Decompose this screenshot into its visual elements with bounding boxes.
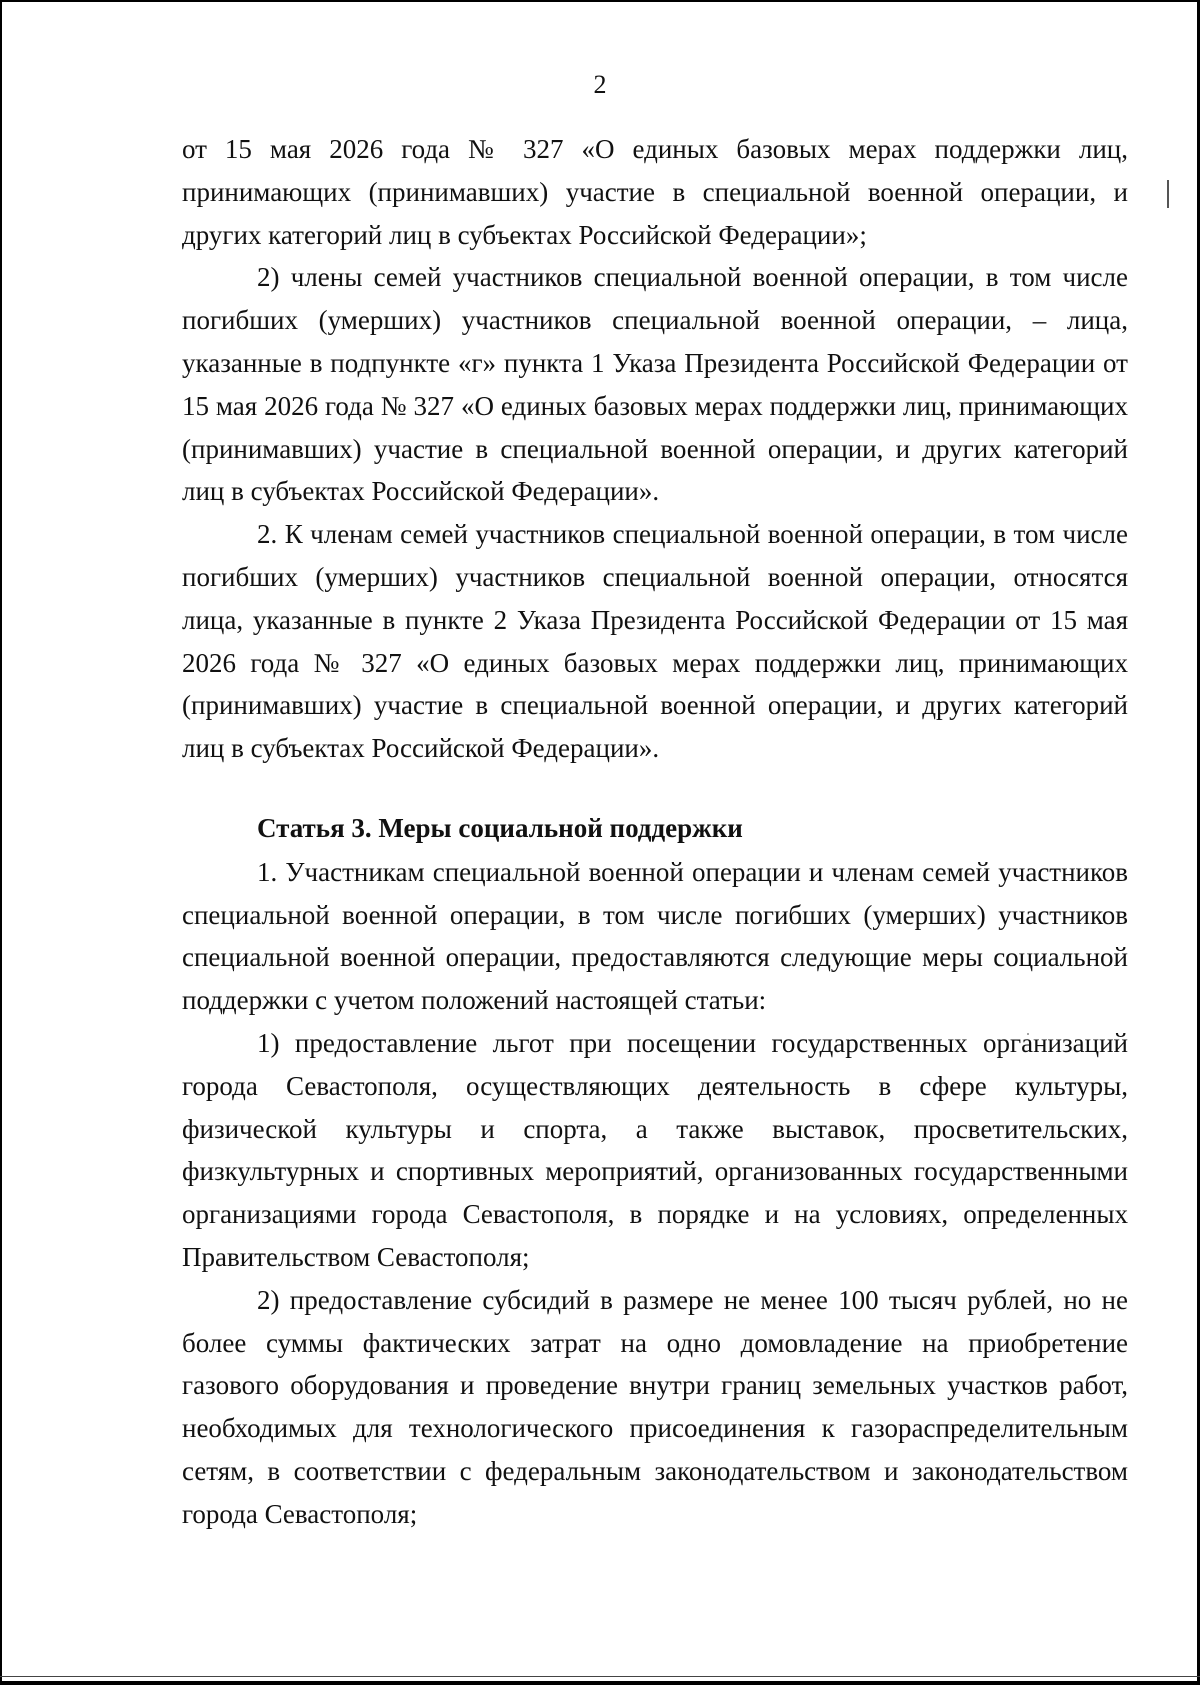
paragraph-subitem-1: 1) предоставление льгот при посещении государственных организаций города Севастополя, осуществляющих деятельность в сфере культуры, физической культуры и спорта, а также выставок, просветительских, физкультурных и спортивных мероприятий, организованных государственными организациями города Севастополя, в порядке и на условиях, определенных Правительством Севастополя; (182, 1027, 1128, 1272)
scan-edge-bottom (0, 1681, 1200, 1685)
scan-edge-left (0, 0, 2, 1685)
paragraph-point-2: 2. К членам семей участников специальной военной операции, в том числе погибших (умерших) участников специальной военной операции, относятся лица, указанные в пункте 2 Указа Президента Российской Федерации от 15 мая 2026 года № 327 «О единых базовых мерах поддержки лиц, принимающих (принимавших) участие в специальной военной операции, и других категорий лиц в субъектах Российской Федерации». (182, 519, 1128, 764)
scan-margin-mark (1167, 180, 1169, 208)
paragraph-subitem-2: 2) предоставление субсидий в размере не менее 100 тысяч рублей, но не более суммы фактических затрат на одно домовладение на приобретение газового оборудования и проведение внутри границ земельных участков работ, необходимых для технологического присоединения к газораспределительным сетям, в соответствии с федеральным законодательством и законодательством города Севастополя; (182, 1284, 1128, 1529)
page-number: 2 (593, 70, 607, 99)
paragraph-item-2: 2) члены семей участников специальной военной операции, в том числе погибших (умерших) участников специальной военной операции, – лица, указанные в подпункте «г» пункта 1 Указа Президента Российской Федерации от 15 мая 2026 года № 327 «О единых базовых мерах поддержки лиц, принимающих (принимавших) участие в специальной военной операции, и других категорий лиц в субъектах Российской Федерации». (182, 262, 1128, 507)
scan-edge-top (0, 0, 1200, 2)
document-body (182, 128, 1128, 1536)
paragraph-continuation: от 15 мая 2026 года № 327 «О единых базовых мерах поддержки лиц, принимающих (принимавших) участие в специальной военной операции, и других категорий лиц в субъектах Российской Федерации»; (182, 134, 1128, 250)
scan-edge-bottom-line (0, 1676, 1200, 1677)
paragraph-point-1: 1. Участникам специальной военной операции и членам семей участников специальной военной операции, в том числе погибших (умерших) участников специальной военной операции, предоставляются следующие меры социальной поддержки с учетом положений настоящей статьи: (182, 856, 1128, 1016)
article-heading: Статья 3. Меры социальной поддержки (257, 812, 743, 843)
